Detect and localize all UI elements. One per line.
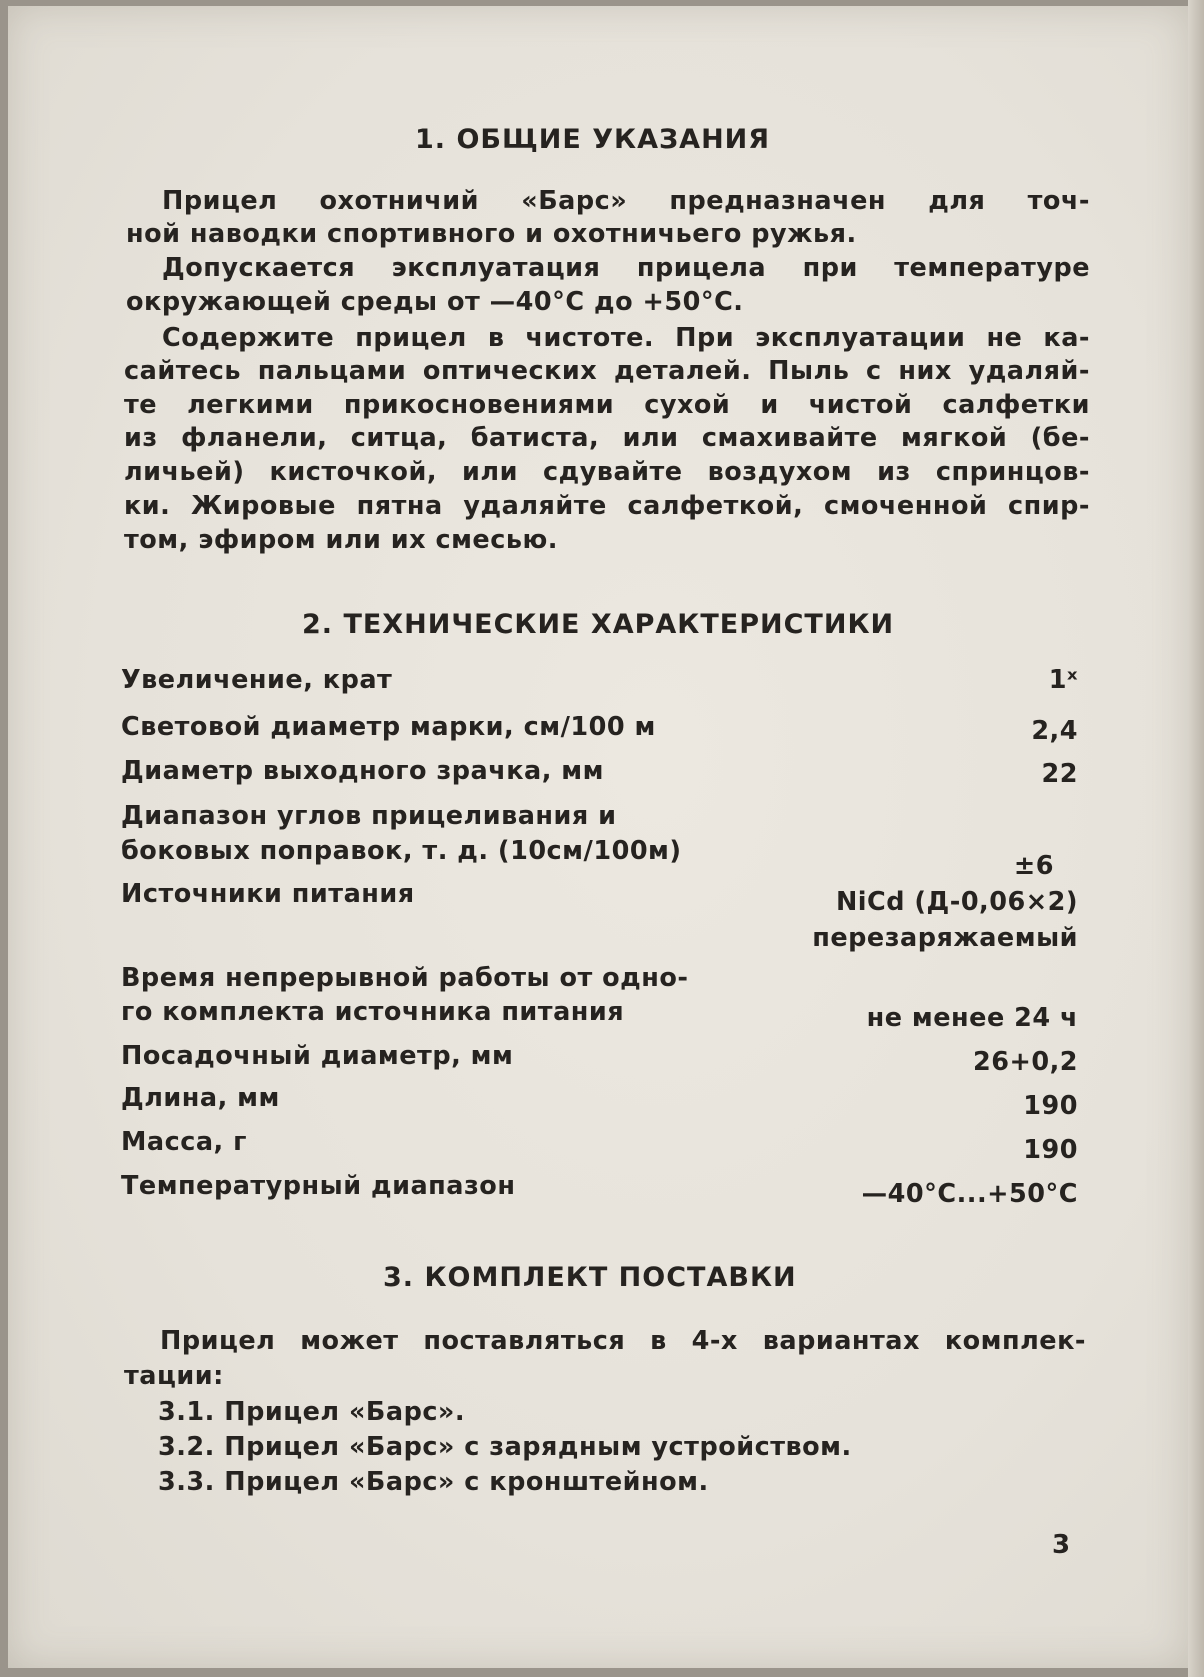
spec-value: 190 (1023, 1091, 1078, 1121)
section1-line: Прицел охотничий «Барс» предназначен для точ- (162, 186, 1090, 216)
page-edge (1188, 0, 1204, 1677)
section3-intro-line: тации: (124, 1361, 224, 1391)
spec-label: Источники питания (121, 879, 415, 909)
section1-line: окружающей среды от —40°С до +50°С. (126, 287, 744, 317)
spec-label: Температурный диапазон (121, 1171, 516, 1201)
spec-label: Время непрерывной работы от одно- (121, 963, 689, 993)
spec-value: 26+0,2 (972, 1047, 1078, 1077)
spec-value: 1ˣ (1048, 665, 1078, 695)
spec-value: NiCd (Д-0,06×2) (835, 887, 1078, 917)
spec-label: Диапазон углов прицеливания и (121, 801, 617, 831)
spec-label: Посадочный диаметр, мм (121, 1041, 514, 1071)
spec-label: го комплекта источника питания (121, 997, 625, 1027)
section1-title: 1. ОБЩИЕ УКАЗАНИЯ (415, 124, 771, 155)
spec-value: 190 (1023, 1135, 1078, 1165)
spec-label: Диаметр выходного зрачка, мм (121, 756, 604, 786)
section1-line: те легкими прикосновениями сухой и чистой салфетки (124, 390, 1090, 420)
spec-label: Длина, мм (121, 1083, 280, 1113)
section1-line: Содержите прицел в чистоте. При эксплуатации не ка- (162, 323, 1090, 353)
spec-value: —40°С...+50°С (861, 1179, 1078, 1209)
spec-value: не менее 24 ч (866, 1003, 1078, 1033)
section1-line: ной наводки спортивного и охотничьего ружья. (126, 219, 857, 249)
kit-item: 3.1. Прицел «Барс». (158, 1397, 466, 1427)
spec-label: боковых поправок, т. д. (10см/100м) (121, 836, 682, 866)
spec-value: 22 (1041, 759, 1078, 789)
section1-line: личьей) кисточкой, или сдувайте воздухом из спринцов- (124, 457, 1090, 487)
spec-value: перезаряжаемый (812, 923, 1078, 953)
section1-line: ки. Жировые пятна удаляйте салфеткой, смоченной спир- (124, 491, 1090, 521)
kit-item: 3.2. Прицел «Барс» с зарядным устройством. (158, 1432, 852, 1462)
section3-title: 3. КОМПЛЕКТ ПОСТАВКИ (383, 1262, 797, 1293)
section3-intro-line: Прицел может поставляться в 4-х вариантах комплек- (160, 1326, 1086, 1356)
page-number: 3 (1052, 1530, 1071, 1560)
spec-label: Световой диаметр марки, см/100 м (121, 712, 656, 742)
spec-value: ±6 (1013, 851, 1054, 881)
section1-line: том, эфиром или их смесью. (124, 525, 558, 555)
spec-value: 2,4 (1031, 716, 1078, 746)
section2-title: 2. ТЕХНИЧЕСКИЕ ХАРАКТЕРИСТИКИ (302, 609, 895, 640)
section1-line: Допускается эксплуатация прицела при температуре (162, 253, 1090, 283)
spec-label: Масса, г (121, 1127, 247, 1157)
section1-line: из фланели, ситца, батиста, или смахивайте мягкой (бе- (124, 423, 1090, 453)
kit-item: 3.3. Прицел «Барс» с кронштейном. (158, 1467, 709, 1497)
section1-line: сайтесь пальцами оптических деталей. Пыль с них удаляй- (124, 356, 1090, 386)
spec-label: Увеличение, крат (121, 665, 393, 695)
